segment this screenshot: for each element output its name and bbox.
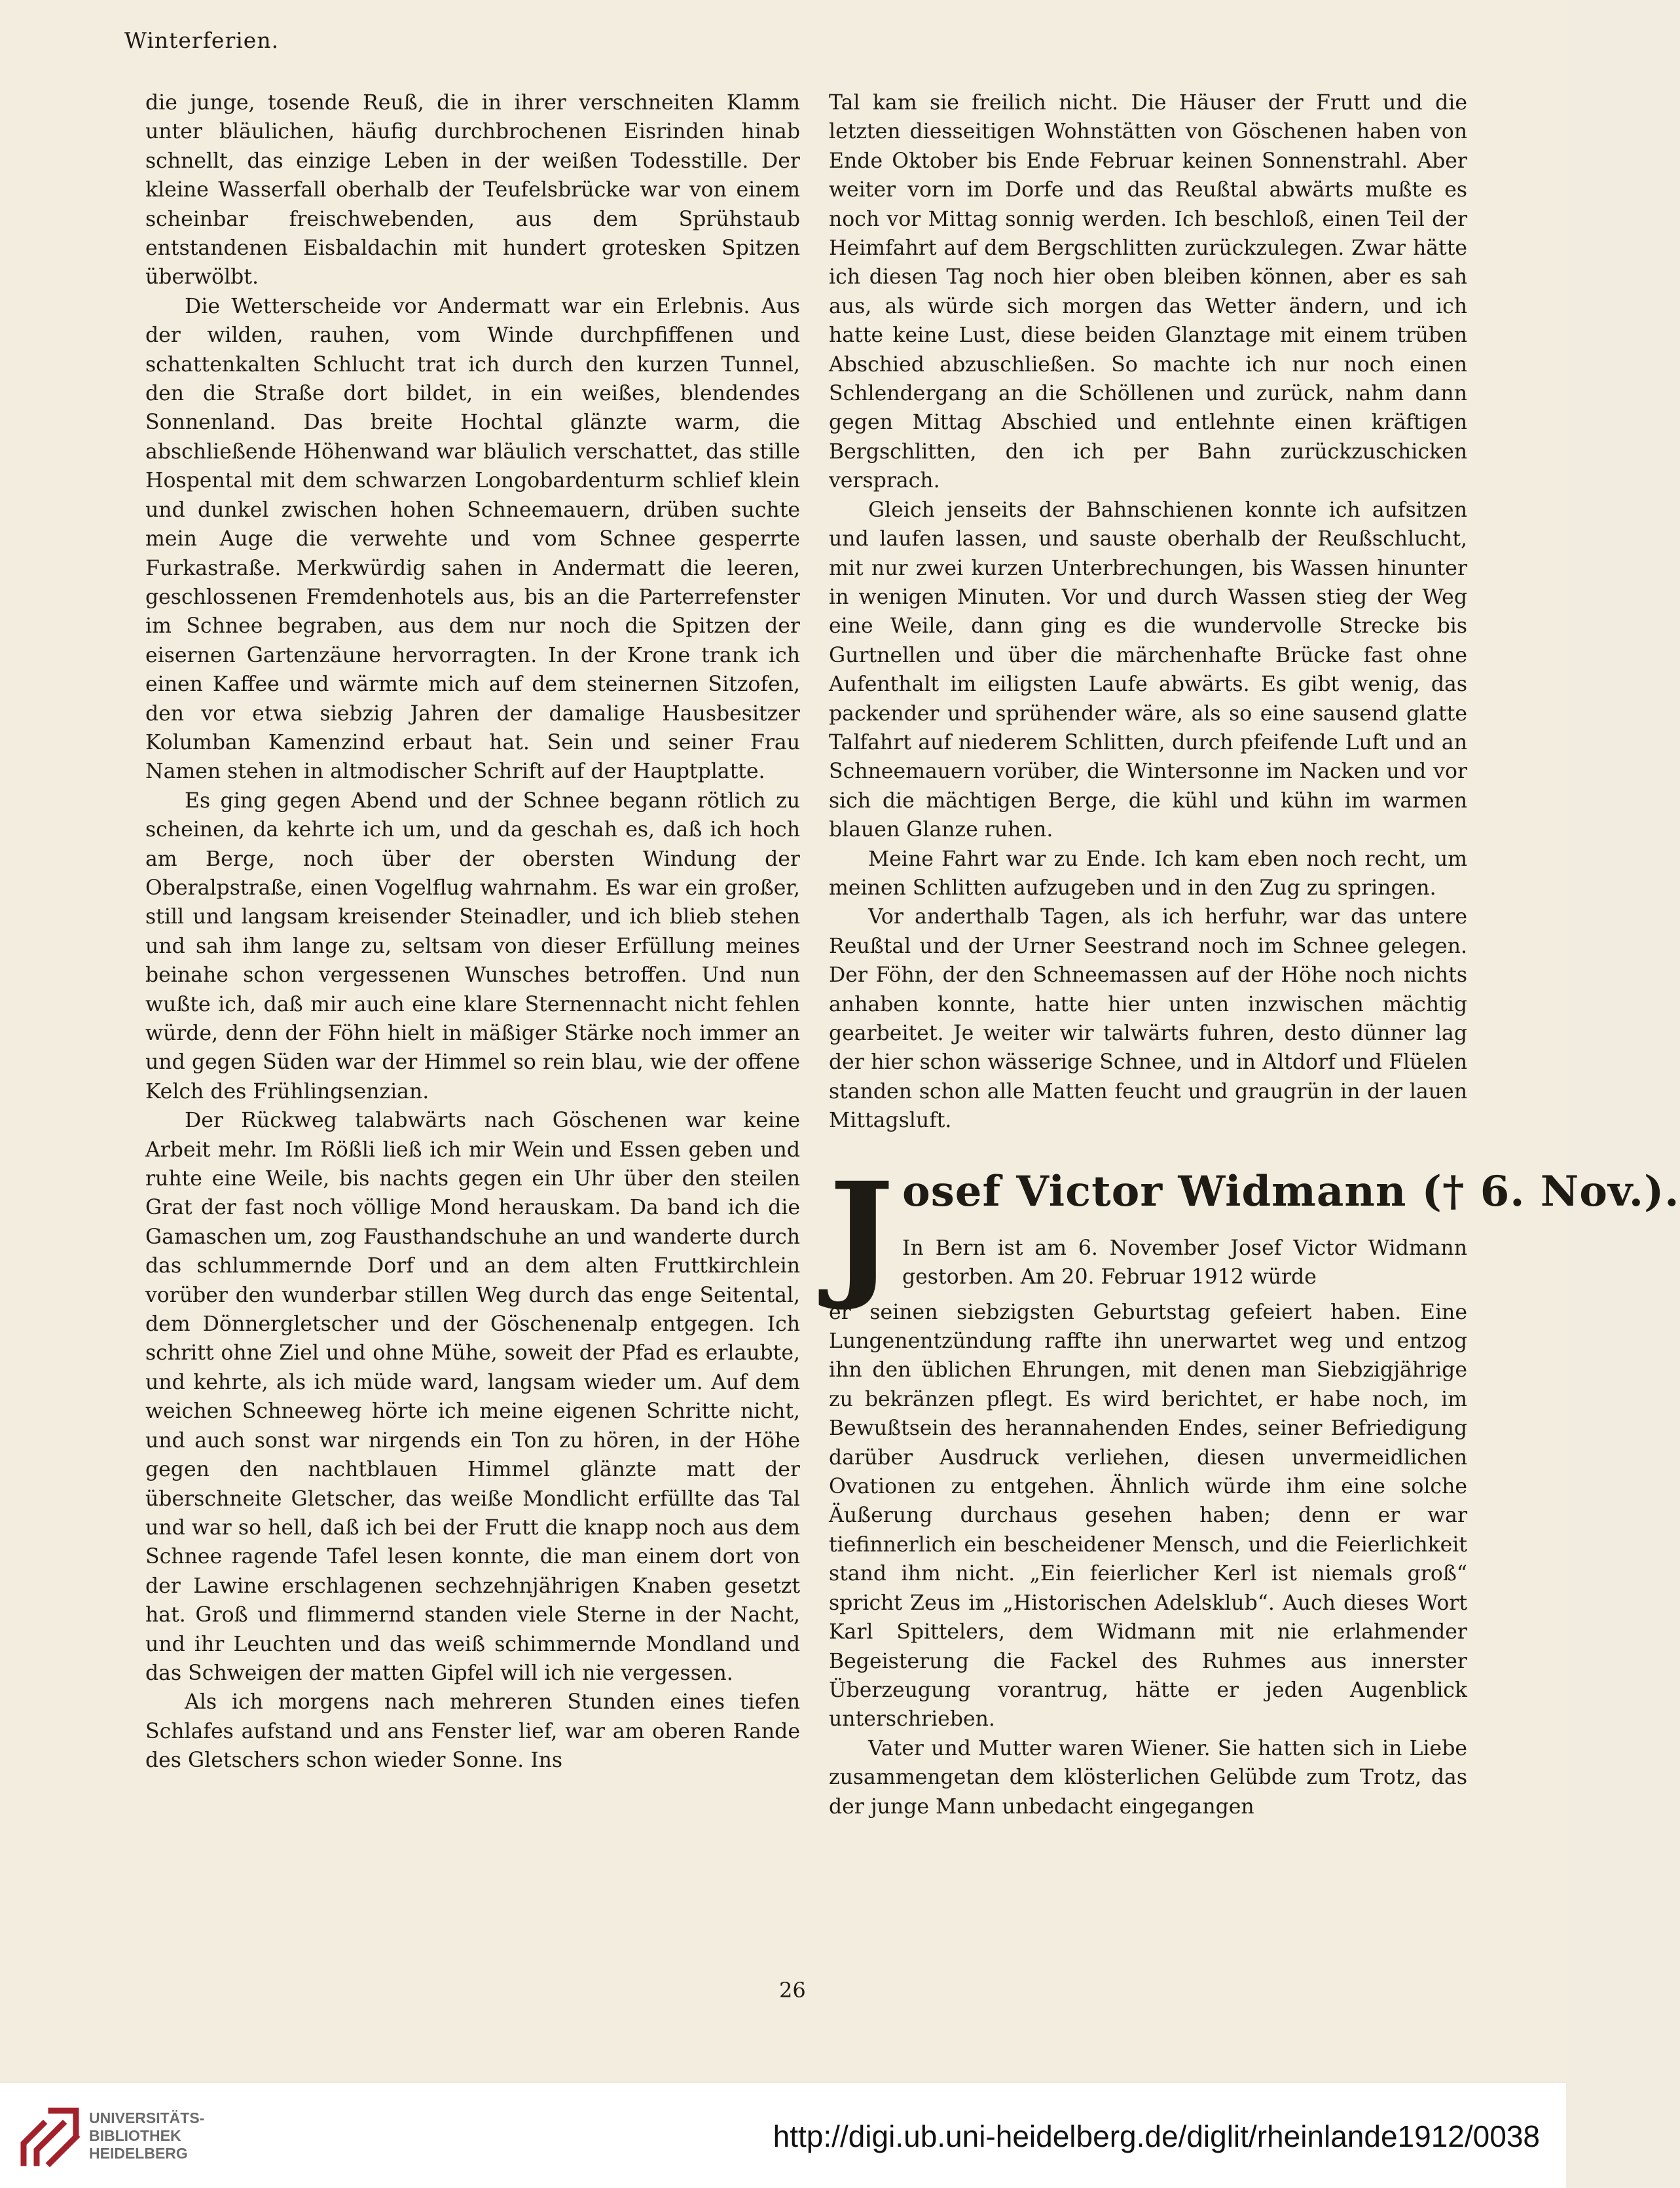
right-paragraph-3: Meine Fahrt war zu Ende. Ich kam eben noch recht, um meinen Schlitten aufzugeben und in den Zug zu springen. — [829, 847, 1467, 900]
institution-line-2: BIBLIOTHEK — [89, 2127, 181, 2144]
left-paragraph-4: Der Rückweg talabwärts nach Göschenen war keine Arbeit mehr. Im Rößli ließ ich mir Wein und Essen geben und ruhte eine Weile, bis nachts gegen ein Uhr über den steilen Grat der fast noch völlige Mond herauskam. Da band ich die Gamaschen um, zog Fausthandschuhe an und wanderte durch das schlummernde Dorf und an dem alten Fruttkirchlein vorüber den wunderbar stillen Weg durch das enge Seitental, dem Dönnergletscher und der Göschenenalp entgegen. Ich schritt ohne Ziel und ohne Mühe, soweit der Pfad es erlaubte, und kehrte, als ich müde ward, langsam wieder um. Auf dem weichen Schneeweg hörte ich meine eigenen Schritte nicht, und auch sonst war nirgends ein Ton zu hören, in der Höhe gegen den nachtblauen Himmel glänzte matt der überschneite Gletscher, das weiße Mondlicht erfüllte das Tal und war so hell, daß ich bei der Frutt die knapp noch aus dem Schnee ragende Tafel lesen konnte, die man einem dort von der Lawine erschlagenen sechzehnjährigen Knaben gesetzt hat. Groß und flimmernd standen viele Sterne in der Nacht, und ihr Leuchten und das weiß schimmernde Mondland und das Schweigen der matten Gipfel will ich nie vergessen. — [145, 1109, 800, 1685]
left-paragraph-2: Die Wetterscheide vor Andermatt war ein Erlebnis. Aus der wilden, rauhen, vom Winde durchpfiffenen und schattenkalten Schlucht trat ich durch den kurzen Tunnel, den die Straße dort bildet, in ein weißes, blendendes Sonnenland. Das breite Hochtal glänzte warm, die abschließende Höhenwand war bläulich verschattet, das stille Hospental mit dem schwarzen Longobardenturm schlief klein und dunkel zwischen hohen Schneemauern, drüben suchte mein Auge die verwehte und vom Schnee gesperrte Furkastraße. Merkwürdig sahen in Andermatt die leeren, geschlossenen Fremdenhotels aus, bis an die Parterrefenster im Schnee begraben, aus dem nur noch die Spitzen der eisernen Gartenzäune hervorragten. In der Krone trank ich einen Kaffee und wärmte mich auf dem steinernen Sitzofen, den vor etwa siebzig Jahren der damalige Hausbesitzer Kolumban Kamenzind erbaut hat. Sein und seiner Frau Namen stehen in altmodischer Schrift auf der Hauptplatte. — [145, 294, 800, 784]
left-paragraph-1: die junge, tosende Reuß, die in ihrer verschneiten Klamm unter bläulichen, häufig durchbrochenen Eisrinden hinab schnellt, das einzige Leben in der weißen Todesstille. Der kleine Wasserfall oberhalb der Teufelsbrücke war von einem scheinbar freischwebenden, aus dem Sprühstaub entstandenen Eisbaldachin mit hundert grotesken Spitzen überwölbt. — [145, 91, 800, 289]
right-column — [829, 88, 1680, 1821]
library-footer — [0, 2083, 1566, 2188]
obituary-title: osef Victor Widmann († 6. Nov.). — [902, 1166, 1680, 1216]
right-paragraph-1: Tal kam sie freilich nicht. Die Häuser der Frutt und die letzten diesseitigen Wohnstätten von Göschenen haben von Ende Oktober bis Ende Februar keinen Sonnenstrahl. Aber weiter vorn im Dorfe und das Reußtal abwärts mußte es noch vor Mittag sonnig werden. Ich beschloß, einen Teil der Heimfahrt auf dem Bergschlitten zurückzulegen. Zwar hätte ich diesen Tag noch hier oben bleiben können, aber es sah aus, als würde sich morgen das Wetter ändern, und ich hatte keine Lust, diese beiden Glanztage mit einem trüben Abschied abzuschließen. So machte ich nur noch einen Schlendergang an die Schöllenen und zurück, nahm dann gegen Mittag Abschied und entlehnte einen kräftigen Bergschlitten, den ich per Bahn zurückzuschicken versprach. — [829, 91, 1467, 493]
drop-cap: J — [829, 1151, 894, 1314]
source-url-link[interactable]: http://digi.ub.uni-heidelberg.de/diglit/rheinlande1912/0038 — [773, 2119, 1540, 2153]
obituary-first-text: In Bern ist am 6. November Josef Victor Widmann gestorben. Am 20. Februar 1912 würde — [902, 1236, 1467, 1289]
institution-line-1: UNIVERSITÄTS- — [89, 2109, 205, 2126]
left-column — [145, 88, 800, 1775]
obituary-paragraph-2: Vater und Mutter waren Wiener. Sie hatten sich in Liebe zusammengetan dem klösterlichen Gelübde zum Trotz, das der junge Mann unbedacht eingegangen — [829, 1736, 1467, 1819]
page-number: 26 — [779, 1978, 806, 2003]
institution-name — [89, 2109, 204, 2162]
left-paragraph-3: Es ging gegen Abend und der Schnee begann rötlich zu scheinen, da kehrte ich um, und da geschah es, daß ich hoch am Berge, noch über der obersten Windung der Oberalpstraße, einen Vogelflug wahrnahm. Es war ein großer, still und langsam kreisender Steinadler, und ich blieb stehen und sah ihm lange zu, seltsam von dieser Erfüllung meines beinahe schon vergessenen Wunsches betroffen. Und nun wußte ich, daß mir auch eine klare Sternennacht nicht fehlen würde, denn der Föhn hielt in mäßiger Stärke noch immer an und gegen Süden war der Himmel so rein blau, wie der offene Kelch des Frühlingsenzian. — [145, 788, 800, 1103]
left-paragraph-5: Als ich morgens nach mehreren Stunden eines tiefen Schlafes aufstand und ans Fenster lief, war am oberen Rande des Gletschers schon wieder Sonne. Ins — [145, 1690, 800, 1773]
institution-line-3: HEIDELBERG — [89, 2145, 188, 2162]
right-paragraph-4: Vor anderthalb Tagen, als ich herfuhr, war das untere Reußtal und der Urner Seestrand noch im Schnee gelegen. Der Föhn, der den Schneemassen auf der Höhe noch nichts anhaben konnte, hatte hier unten inzwischen mächtig gearbeitet. Je weiter wir talwärts fuhren, desto dünner lag der hier schon wässerige Schnee, und in Altdorf und Flüelen standen schon alle Matten feucht und graugrün in der lauen Mittagsluft. — [829, 905, 1467, 1133]
running-head: Winterferien. — [124, 28, 280, 53]
obituary-paragraph-1: er seinen siebzigsten Geburtstag gefeiert haben. Eine Lungenentzündung raffte ihn unerwartet weg und entzog ihn den üblichen Ehrungen, mit denen man Siebzigjährige zu bekränzen pflegt. Es wird berichtet, er habe noch, im Bewußtsein des herannahenden Endes, seiner Befriedigung darüber Ausdruck verliehen, diesen unvermeidlichen Ovationen zu entgehen. Ähnlich würde ihm eine solche Äußerung durchaus gesehen haben; denn er war tiefinnerlich ein bescheidener Mensch, und die Feierlichkeit stand ihm nicht. „Ein feierlicher Kerl ist niemals groß“ spricht Zeus im „Historischen Adelsklub“. Auch dieses Wort Karl Spittelers, dem Widmann mit nie erlahmender Begeisterung die Fackel des Ruhmes aus innerster Überzeugung vorantrug, hätte er jeden Augenblick unterschrieben. — [829, 1300, 1467, 1732]
right-paragraph-2: Gleich jenseits der Bahnschienen konnte ich aufsitzen und laufen lassen, und sauste oberhalb der Reußschlucht, mit nur zwei kurzen Unterbrechungen, bis Wassen hinunter in wenigen Minuten. Vor und durch Wassen stieg der Weg eine Weile, dann ging es die wundervolle Strecke bis Gurtnellen und über die märchenhafte Brücke fast ohne Aufenthalt im eiligsten Laufe abwärts. Es gibt wenig, das packender und sprühender wäre, als so eine sausend glatte Talfahrt auf niederem Schlitten, durch pfeifende Luft und an Schneemauern vorüber, die Wintersonne im Nacken und vor sich die mächtigen Berge, die kühl und kühn im warmen blauen Glanze ruhen. — [829, 498, 1467, 842]
library-logo-icon — [18, 2103, 81, 2168]
obituary-heading — [829, 1151, 1680, 1314]
